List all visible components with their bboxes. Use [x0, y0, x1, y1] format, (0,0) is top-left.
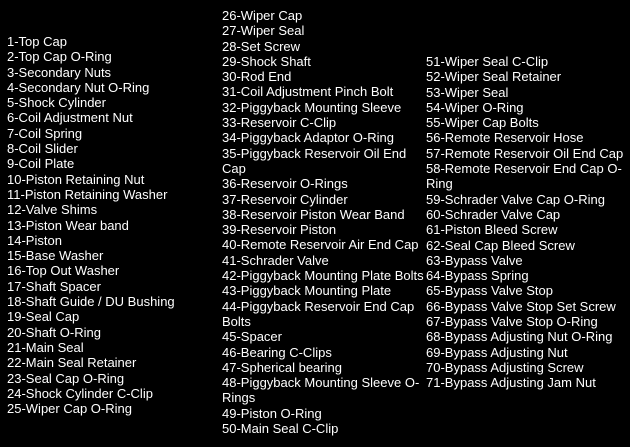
part-list-item: 68-Bypass Adjusting Nut O-Ring: [426, 329, 613, 345]
part-list-item: 67-Bypass Valve Stop O-Ring: [426, 314, 598, 330]
part-list-item: 54-Wiper O-Ring: [426, 99, 524, 115]
parts-column-1: [7, 34, 217, 416]
part-list-item: 70-Bypass Adjusting Screw: [426, 359, 584, 375]
part-list-item: 44-Piggyback Reservoir End Cap Bolts: [222, 298, 415, 329]
part-list-item: 15-Base Washer: [7, 248, 104, 264]
part-list-item: 21-Main Seal: [7, 339, 84, 355]
part-list-item: 41-Schrader Valve: [222, 252, 329, 268]
part-list-item: 2-Top Cap O-Ring: [7, 49, 112, 65]
part-list-item: 52-Wiper Seal Retainer: [426, 69, 562, 85]
part-list-item: 12-Valve Shims: [7, 202, 98, 218]
part-list-item: 5-Shock Cylinder: [7, 95, 106, 111]
part-list-item: 57-Remote Reservoir Oil End Cap: [426, 145, 624, 161]
part-list-item: 65-Bypass Valve Stop: [426, 283, 553, 299]
part-list-item: 71-Bypass Adjusting Jam Nut: [426, 375, 596, 391]
part-list-item: 4-Secondary Nut O-Ring: [7, 79, 150, 95]
part-list-item: 30-Rod End: [222, 69, 292, 85]
part-list-item: 49-Piston O-Ring: [222, 405, 322, 421]
part-list-item: 6-Coil Adjustment Nut: [7, 110, 133, 126]
part-list-item: 11-Piston Retaining Washer: [7, 186, 168, 202]
part-list-item: 62-Seal Cap Bleed Screw: [426, 237, 575, 253]
part-list-item: 48-Piggyback Mounting Sleeve O-Rings: [222, 375, 420, 406]
part-list-item: 24-Shock Cylinder C-Clip: [7, 385, 153, 401]
part-list-item: 69-Bypass Adjusting Nut: [426, 344, 568, 360]
part-list-item: 40-Remote Reservoir Air End Cap: [222, 237, 419, 253]
part-list-item: 50-Main Seal C-Clip: [222, 421, 339, 437]
part-list-item: 19-Seal Cap: [7, 309, 80, 325]
part-list-item: 14-Piston: [7, 232, 62, 248]
part-list-item: 27-Wiper Seal: [222, 23, 305, 39]
part-list-item: 8-Coil Slider: [7, 141, 78, 157]
part-list-item: 42-Piggyback Mounting Plate Bolts: [222, 268, 424, 284]
part-list-item: 32-Piggyback Mounting Sleeve: [222, 99, 402, 115]
part-list-item: 20-Shaft O-Ring: [7, 324, 101, 340]
part-list-item: 39-Reservoir Piston: [222, 222, 337, 238]
part-list-item: 51-Wiper Seal C-Clip: [426, 54, 549, 69]
part-list-item: 13-Piston Wear band: [7, 217, 129, 233]
part-list-item: 25-Wiper Cap O-Ring: [7, 401, 132, 417]
part-list-item: 3-Secondary Nuts: [7, 64, 112, 80]
part-list-item: 17-Shaft Spacer: [7, 278, 101, 294]
part-list-item: 46-Bearing C-Clips: [222, 344, 332, 360]
part-list-item: 33-Reservoir C-Clip: [222, 115, 337, 131]
part-list-item: 55-Wiper Cap Bolts: [426, 115, 539, 131]
part-list-item: 28-Set Screw: [222, 38, 301, 54]
part-list-item: 9-Coil Plate: [7, 156, 75, 172]
part-list-item: 37-Reservoir Cylinder: [222, 191, 348, 207]
part-list-item: 18-Shaft Guide / DU Bushing: [7, 294, 175, 310]
part-list-item: 45-Spacer: [222, 329, 282, 345]
parts-column-2: [222, 8, 428, 436]
part-list-item: 58-Remote Reservoir End Cap O-Ring: [426, 161, 622, 192]
part-list-item: 34-Piggyback Adaptor O-Ring: [222, 130, 394, 146]
part-list-item: 47-Spherical bearing: [222, 359, 342, 375]
part-list-item: 31-Coil Adjustment Pinch Bolt: [222, 84, 394, 100]
part-list-item: 63-Bypass Valve: [426, 252, 523, 268]
part-list-item: 26-Wiper Cap: [222, 8, 303, 23]
part-list-item: 56-Remote Reservoir Hose: [426, 130, 584, 146]
part-list-item: 64-Bypass Spring: [426, 268, 529, 284]
part-list-item: 7-Coil Spring: [7, 125, 83, 141]
part-list-item: 43-Piggyback Mounting Plate: [222, 283, 392, 299]
part-list-item: 1-Top Cap: [7, 34, 67, 49]
part-list-item: 10-Piston Retaining Nut: [7, 171, 145, 187]
part-list-item: 66-Bypass Valve Stop Set Screw: [426, 298, 616, 314]
part-list-item: 16-Top Out Washer: [7, 263, 120, 279]
part-list-item: 59-Schrader Valve Cap O-Ring: [426, 191, 605, 207]
parts-column-3: [426, 54, 630, 391]
part-list-item: 35-Piggyback Reservoir Oil End Cap: [222, 145, 407, 176]
part-list-item: 60-Schrader Valve Cap: [426, 206, 561, 222]
part-list-item: 23-Seal Cap O-Ring: [7, 370, 125, 386]
part-list-item: 38-Reservoir Piston Wear Band: [222, 206, 405, 222]
part-list-item: 36-Reservoir O-Rings: [222, 176, 348, 192]
part-list-item: 53-Wiper Seal: [426, 84, 509, 100]
part-list-item: 61-Piston Bleed Screw: [426, 222, 558, 238]
part-list-item: 29-Shock Shaft: [222, 53, 311, 69]
part-list-item: 22-Main Seal Retainer: [7, 355, 137, 371]
